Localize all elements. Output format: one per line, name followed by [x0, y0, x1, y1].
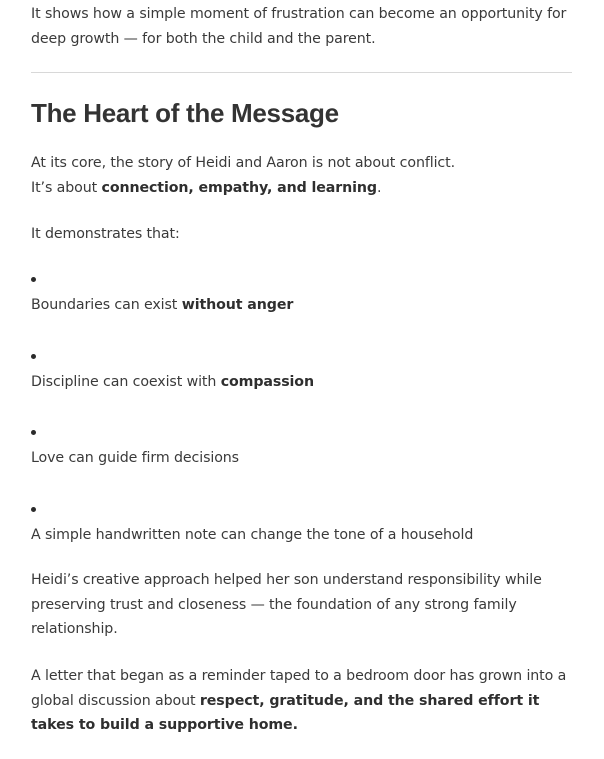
bullet-text-bold: without anger [181, 297, 294, 313]
approach-paragraph: Heidi’s creative approach helped her son understand responsibility while preserving trust and closeness — the foundation of any strong family relationship. [31, 572, 542, 637]
bullet-dot-icon [31, 430, 36, 435]
bullet-text-plain: Discipline can coexist with [31, 374, 221, 390]
letter-paragraph [31, 664, 573, 738]
bullet-text [31, 446, 239, 471]
core-line-2-suffix: . [376, 179, 382, 196]
section-heading: The Heart of the Message [31, 98, 339, 128]
bullet-text-bold: compassion [220, 374, 314, 390]
intro-paragraph: It shows how a simple moment of frustration can become an opportunity for deep growth — for both the child and the parent. [31, 6, 567, 47]
bullet-text [31, 293, 293, 318]
bullet-text-plain: Boundaries can exist [31, 297, 182, 313]
core-paragraph [31, 151, 573, 200]
bullet-dot-icon [31, 354, 36, 359]
bullet-text [31, 370, 314, 395]
letter-text-bold: respect, gratitude, and the shared effort it takes to build a supportive home. [31, 692, 540, 733]
bullet-dot-icon [31, 277, 36, 282]
bullet-text-plain: A simple handwritten note can change the tone of a household [31, 527, 474, 543]
section-divider [31, 72, 572, 73]
bullet-text [31, 523, 473, 548]
bullet-text-plain: Love can guide firm decisions [31, 450, 239, 466]
core-line-2-prefix: It’s about [31, 179, 102, 196]
core-line-1: At its core, the story of Heidi and Aaron is not about conflict. [31, 155, 455, 171]
core-line-2-bold: connection, empathy, and learning [101, 179, 377, 196]
bullet-dot-icon [31, 507, 36, 512]
demonstrates-paragraph: It demonstrates that: [31, 226, 180, 242]
letter-text-plain: A letter that began as a reminder taped to a bedroom door has grown into a global discussion about [31, 668, 567, 709]
